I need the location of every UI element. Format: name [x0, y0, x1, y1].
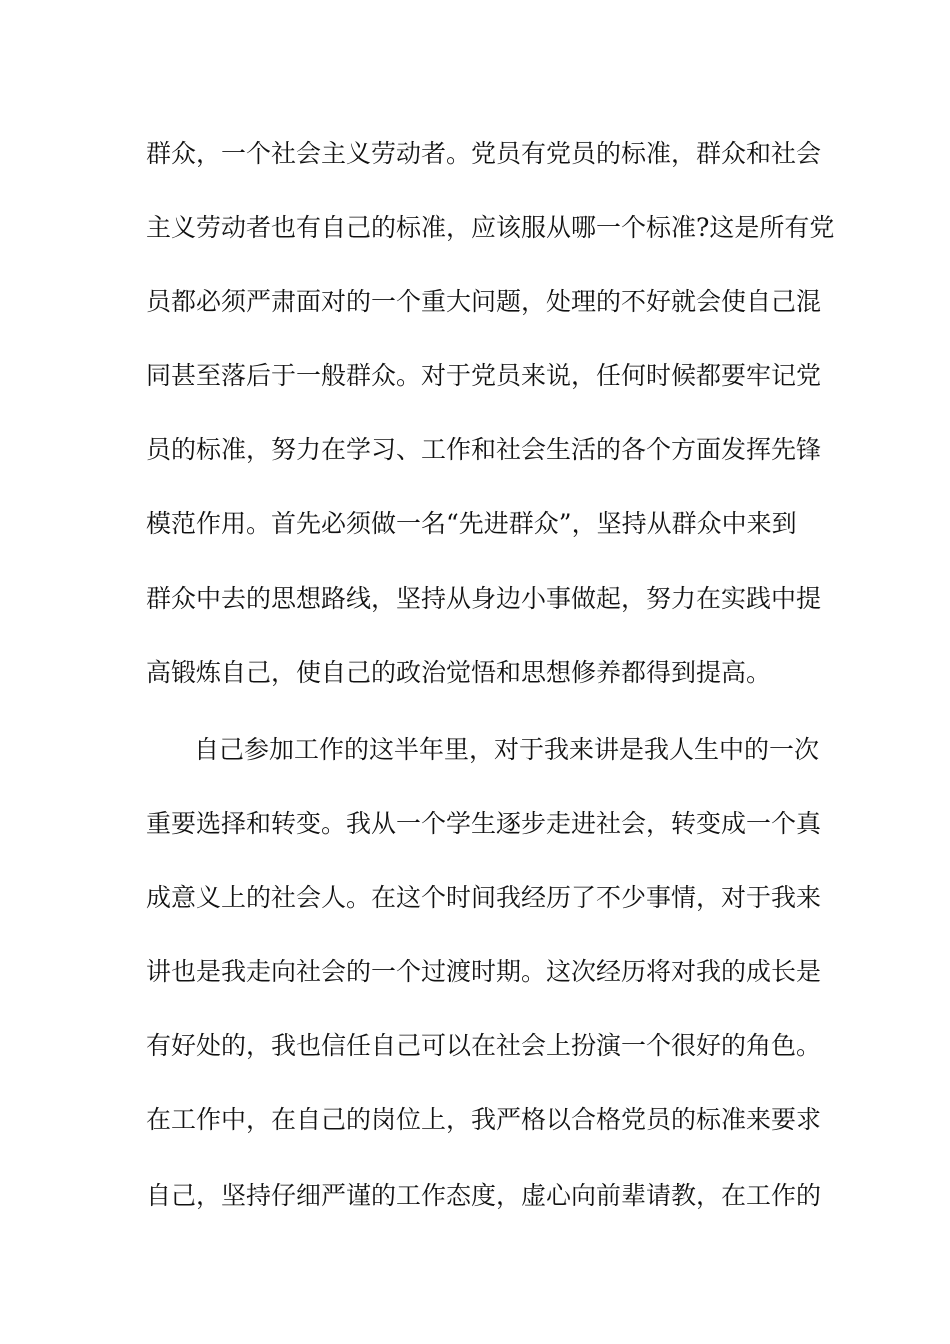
text-line-3: 员都必须严肃面对的一个重大问题，处理的不好就会使自己混 — [146, 287, 822, 316]
text-line-7: 群众中去的思想路线，坚持从身边小事做起，努力在实践中提 — [146, 584, 822, 613]
text-line-6: 模范作用。首先必须做一名“先进群众”，坚持从群众中来到 — [146, 509, 797, 538]
text-line-5: 员的标准，努力在学习、工作和社会生活的各个方面发挥先锋 — [146, 435, 822, 464]
text-line-8: 高锻炼自己，使自己的政治觉悟和思想修养都得到提高。 — [146, 658, 772, 687]
text-line-2: 主义劳动者也有自己的标准，应该服从哪一个标准?这是所有党 — [146, 213, 835, 242]
text-line-9-paragraph-start: 自己参加工作的这半年里，对于我来讲是我人生中的一次 — [194, 735, 820, 764]
text-line-13: 有好处的，我也信任自己可以在社会上扮演一个很好的角色。 — [146, 1031, 822, 1060]
text-line-15: 自己，坚持仔细严谨的工作态度，虚心向前辈请教，在工作的 — [146, 1181, 822, 1210]
text-line-12: 讲也是我走向社会的一个过渡时期。这次经历将对我的成长是 — [146, 957, 822, 986]
text-line-4: 同甚至落后于一般群众。对于党员来说，任何时候都要牢记党 — [146, 361, 822, 390]
text-line-11: 成意义上的社会人。在这个时间我经历了不少事情，对于我来 — [146, 883, 822, 912]
text-line-1: 群众，一个社会主义劳动者。党员有党员的标准，群众和社会 — [146, 139, 822, 168]
text-line-10: 重要选择和转变。我从一个学生逐步走进社会，转变成一个真 — [146, 809, 822, 838]
text-line-14: 在工作中，在自己的岗位上，我严格以合格党员的标准来要求 — [146, 1105, 822, 1134]
